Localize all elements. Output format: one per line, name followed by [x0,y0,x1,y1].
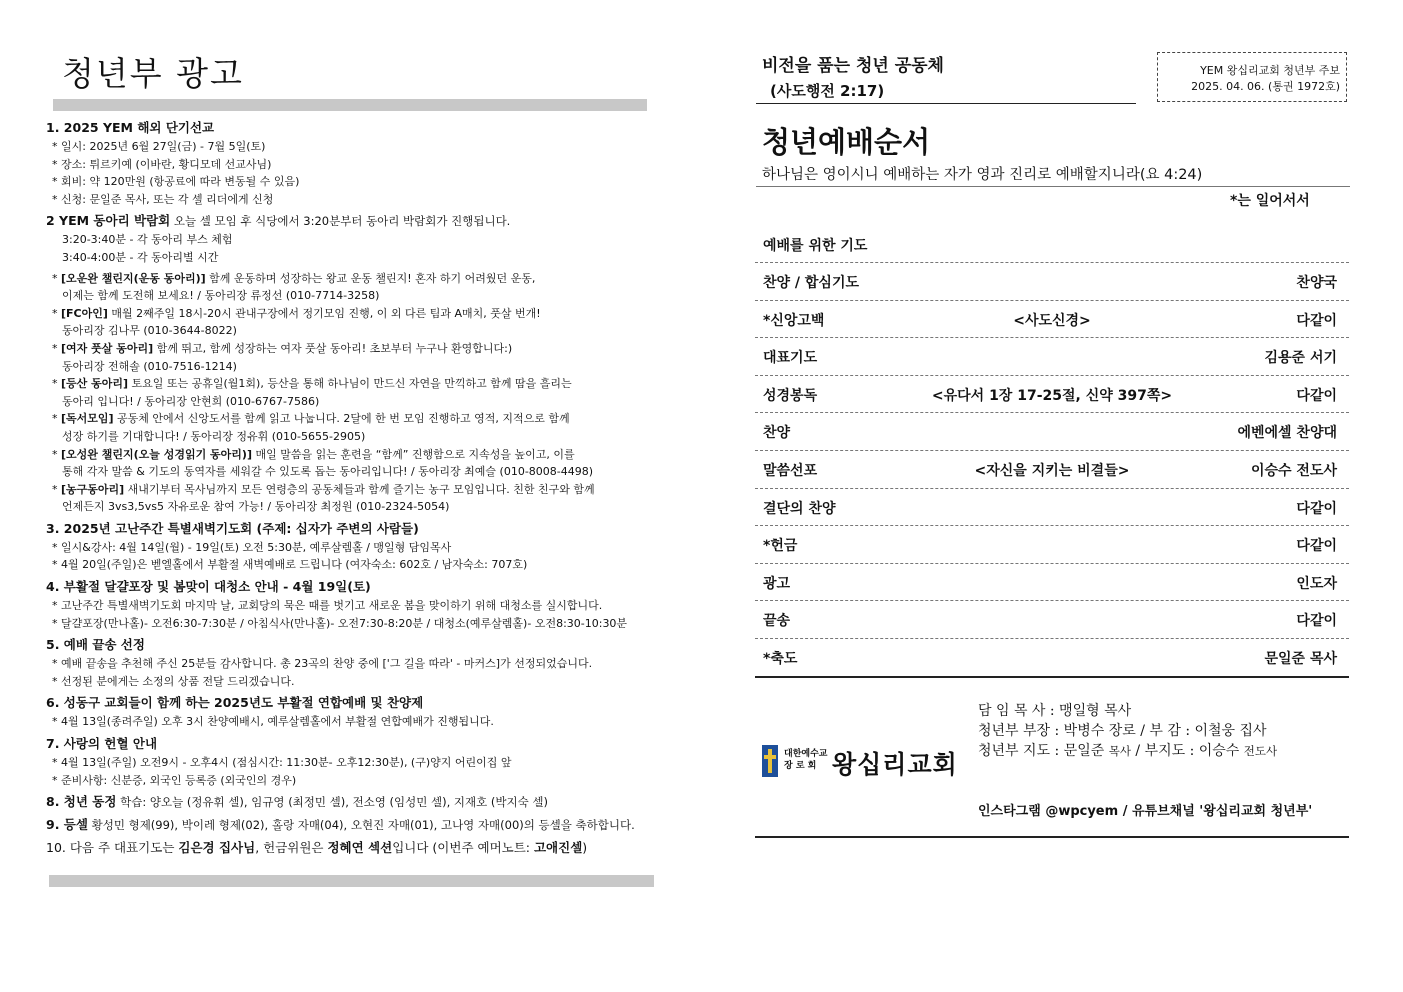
order-row: 찬양 에벤에셀 찬양대 [755,413,1349,451]
announcement-item: * 예배 끝송을 추천해 주신 25분들 감사합니다. 총 23곡의 찬양 중에 ['그 길을 따라' - 마커스]가 선정되었습니다. [52,657,593,671]
announcement-heading: 9. 등셀 황성민 형제(99), 박이레 형제(02), 홀랑 자매(04), 오현진 자매(01), 고나영 자매(00)의 등셀을 축하합니다. [46,817,635,833]
announcement-item: * 장소: 튀르키예 (이바란, 황디모데 선교사님) [52,157,272,171]
announcement-3 [46,519,651,574]
bottom-divider [49,875,654,887]
order-row: 예배를 위한 기도 [755,226,1349,263]
club-item: * [오성완 챌린지(오늘 성경읽기 동아리)] 매일 말씀을 읽는 훈련을 “함께” 진행함으로 지속성을 높이고, 이를 [52,447,575,461]
announcement-item: * 신청: 문일준 목사, 또는 각 셀 리더에게 신청 [52,192,274,206]
announcement-heading: 10. 다음 주 대표기도는 김은경 집사님, 헌금위원은 정혜연 섹션입니다 (이번주 예머노트: 고애진셀) [46,840,588,856]
announcement-item: * 선정된 분에게는 소정의 상품 전달 드리겠습니다. [52,674,295,688]
staff-line: 청년부 지도 : 문일준 목사 / 부지도 : 이승수 전도사 [978,743,1278,759]
sns-info: 인스타그램 @wpcyem / 유튜브채널 '왕십리교회 청년부' [978,804,1313,819]
vision-underline [756,103,1136,104]
announcement-heading: 5. 예배 끝송 선정 [46,637,145,653]
order-row: 결단의 찬양 다같이 [755,489,1349,527]
church-logo [762,745,958,783]
order-row: 대표기도 김용준 서기 [755,338,1349,376]
announcement-8 [46,792,651,812]
club-item: * [FC아인] 매월 2째주일 18시-20시 관내구장에서 정기모임 진행, 이 외 다른 팀과 A매치, 풋살 번개! [52,306,541,320]
announcement-heading: 8. 청년 동정 학습: 양오늘 (정유휘 셀), 임규영 (최정민 셀), 전소영 (임성민 셀), 지재호 (박지숙 셀) [46,794,548,810]
logo-church-name: 왕십리교회 [832,750,958,779]
announcement-heading: 1. 2025 YEM 해외 단기선교 [46,120,215,135]
announcement-4 [46,577,651,632]
order-row: *헌금 다같이 [755,526,1349,564]
announcement-item: * 달걀포장(만나홀)- 오전6:30-7:30분 / 아침식사(만나홀)- 오전7:30-8:20분 / 대청소(예루살렘홀)- 오전8:30-10:30분 [52,616,628,630]
club-item: * [등산 동아리] 토요일 또는 공휴일(월1회), 등산을 통해 하나님이 만드신 자연을 만끽하고 함께 땀을 흘리는 [52,377,572,391]
logo-denomination: 대한예수교 장 로 회 [784,749,828,771]
issue-line-1: YEM 왕십리교회 청년부 주보 [1200,64,1340,77]
verse-text: 하나님은 영이시니 예배하는 자가 영과 진리로 예배할지니라(요 4:24) [762,167,1203,183]
announcement-2 [46,211,651,516]
order-row: 광고 인도자 [755,564,1349,602]
club-item: * [농구동아리] 새내기부터 목사님까지 모든 연령층의 공동체들과 함께 즐기는 농구 모임입니다. 친한 친구와 함께 [52,482,595,496]
club-item-cont: 통해 각자 말씀 & 기도의 동역자를 세워갈 수 있도록 돕는 동아리입니다! / 동아리장 최예슬 (010-8008-4498) [62,465,594,479]
issue-box [1157,52,1347,102]
announcement-item: * 회비: 약 120만원 (항공료에 따라 변동될 수 있음) [52,175,300,189]
club-item: * [오운완 챌린지(운동 동아리)] 함께 운동하며 성장하는 왕교 운동 챌린지! 혼자 하기 어려웠던 운동, [52,271,536,285]
announcement-9 [46,815,651,835]
announcement-heading: 2 YEM 동아리 박람회 오늘 셀 모임 후 식당에서 3:20분부터 동아리 박람회가 진행됩니다. [46,213,511,229]
announcement-5 [46,635,651,690]
announcement-heading: 7. 사랑의 헌혈 안내 [46,736,158,752]
announcement-item: * 고난주간 특별새벽기도회 마지막 날, 교회당의 묵은 때를 벗기고 새로운 봄을 맞이하기 위해 대청소를 실시합니다. [52,599,603,613]
announcement-subline: 3:20-3:40분 - 각 동아리 부스 체험 [62,233,233,247]
announcement-item: * 4월 13일(주일) 오전9시 - 오후4시 (점심시간: 11:30분- 오후12:30분), (구)양지 어린이집 앞 [52,756,512,770]
announcement-subline: 3:40-4:00분 - 각 동아리별 시간 [62,250,219,264]
order-row: 끝송 다같이 [755,601,1349,639]
cross-icon [762,745,778,777]
club-item-cont: 성장 하기를 기대합니다! / 동아리장 정유휘 (010-5655-2905) [62,429,366,443]
staff-info [978,701,1277,761]
announcement-item: * 일시&강사: 4월 14일(월) - 19일(토) 오전 5:30분, 예루살렘홀 / 맹일형 담임목사 [52,540,452,554]
order-row: 말씀선포 <자신을 지키는 비결들> 이승수 전도사 [755,451,1349,489]
announcement-7 [46,734,651,789]
order-row: 찬양 / 합심기도 찬양국 [755,263,1349,301]
announcement-1 [46,118,651,208]
announcement-list [46,118,651,858]
order-title: 청년예배순서 [762,125,931,159]
announcement-heading: 3. 2025년 고난주간 특별새벽기도회 (주제: 십자가 주변의 사람들) [46,520,419,536]
club-item-cont: 동아리장 김나무 (010-3644-8022) [62,324,237,338]
right-bottom-line [755,836,1349,838]
title-divider [53,99,647,111]
announcement-6 [46,693,651,731]
announcement-item: * 일시: 2025년 6월 27일(금) - 7월 5일(토) [52,140,266,153]
worship-order [755,226,1349,678]
announcement-heading: 6. 성동구 교회들이 함께 하는 2025년도 부활절 연합예배 및 찬양제 [46,695,424,711]
announcement-heading: 4. 부활절 달걀포장 및 봄맞이 대청소 안내 - 4월 19일(토) [46,579,371,595]
issue-line-2: 2025. 04. 06. (통권 1972호) [1191,80,1340,93]
order-row: *축도 문일준 목사 [755,639,1349,678]
club-item-cont: 이제는 함께 도전해 보세요! / 동아리장 류정선 (010-7714-3258) [62,289,380,303]
announcement-10 [46,838,651,858]
club-item-cont: 동아리 입니다! / 동아리장 안현희 (010-6767-7586) [62,394,320,408]
announcement-item: * 4월 20일(주일)은 벧엘홀에서 부활절 새벽예배로 드립니다 (여자숙소: 602호 / 남자숙소: 707호) [52,558,528,572]
club-item: * [독서모임] 공동체 안에서 신앙도서를 함께 읽고 나눕니다. 2달에 한 번 모임 진행하고 영적, 지적으로 함께 [52,412,570,426]
order-row: *신앙고백 <사도신경> 다같이 [755,301,1349,339]
club-item-cont: 동아리장 전해솔 (010-7516-1214) [62,359,237,373]
announcement-item: * 준비사항: 신분증, 외국인 등록증 (외국인의 경우) [52,773,297,787]
club-item-cont: 언제든지 3vs3,5vs5 자유로운 참여 가능! / 동아리장 최정원 (010-2324-5054) [62,500,450,514]
staff-line: 담 임 목 사 : 맹일형 목사 [978,703,1132,719]
order-row: 성경봉독 <유다서 1장 17-25절, 신약 397쪽> 다같이 [755,376,1349,414]
staff-line: 청년부 부장 : 박병수 장로 / 부 감 : 이철웅 집사 [978,723,1267,739]
stand-note: *는 일어서서 [1230,193,1310,209]
verse-underline [756,186,1350,187]
announcement-title: 청년부 광고 [62,54,244,93]
announcement-item: * 4월 13일(종려주일) 오후 3시 찬양예배시, 예루살렘홀에서 부활절 연합예배가 진행됩니다. [52,715,494,729]
vision-reference: (사도행전 2:17) [770,82,885,100]
vision-text: 비전을 품는 청년 공동체 [762,56,944,76]
club-item: * [여자 풋살 동아리] 함께 뛰고, 함께 성장하는 여자 풋살 동아리! 초보부터 누구나 환영합니다:) [52,341,513,355]
